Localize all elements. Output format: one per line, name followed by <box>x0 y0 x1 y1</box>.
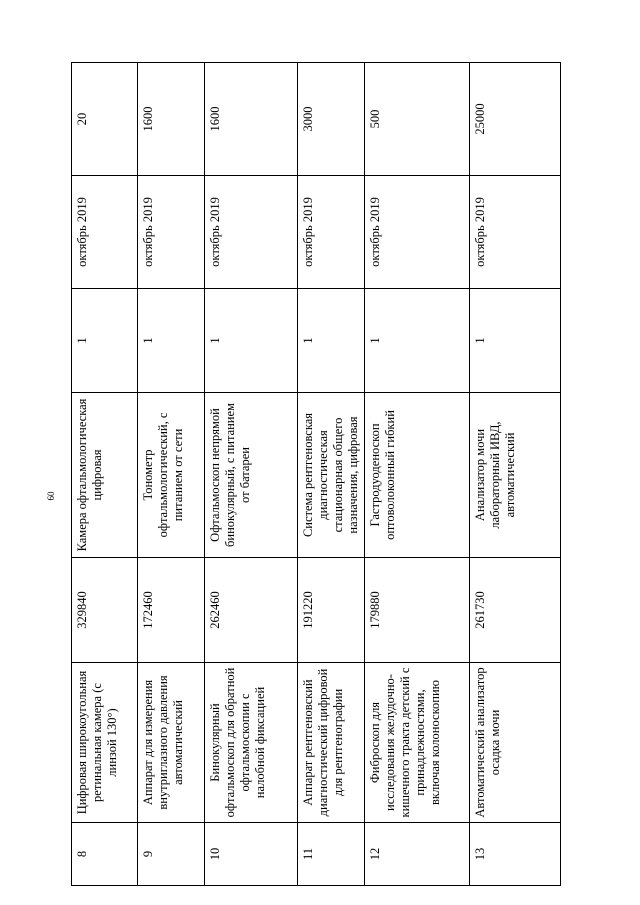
equipment-code: 261730 <box>470 558 561 663</box>
amount: 3000 <box>298 63 365 176</box>
equipment-type: Анализатор мочи лабораторный ИВД, автоматический <box>470 393 561 558</box>
equipment-type: Гастродуоденоскоп оптоволоконный гибкий <box>365 393 470 558</box>
delivery-date: октябрь 2019 <box>205 176 298 289</box>
equipment-name: Автоматический анализатор осадка мочи <box>470 663 561 823</box>
row-number: 13 <box>470 823 561 886</box>
equipment-name: Бинокулярный офтальмоскоп для обратной офтальмоскопии с налобной фиксацией <box>205 663 298 823</box>
row-number: 8 <box>72 823 138 886</box>
quantity: 1 <box>138 289 205 393</box>
quantity: 1 <box>365 289 470 393</box>
equipment-name: Фиброскоп для исследования желудочно-кишечного тракта детский с принадлежностями, включая колоноскопию <box>365 663 470 823</box>
quantity: 1 <box>205 289 298 393</box>
amount: 1600 <box>205 63 298 176</box>
amount: 1600 <box>138 63 205 176</box>
quantity: 1 <box>470 289 561 393</box>
equipment-code: 329840 <box>72 558 138 663</box>
delivery-date: октябрь 2019 <box>138 176 205 289</box>
equipment-type: Камера офтальмологическая цифровая <box>72 393 138 558</box>
table-row <box>205 63 298 886</box>
equipment-code: 191220 <box>298 558 365 663</box>
equipment-name: Цифровая широкоугольная ретинальная камера (с линзой 130°) <box>72 663 138 823</box>
delivery-date: октябрь 2019 <box>298 176 365 289</box>
table-row <box>72 63 138 886</box>
equipment-type: Тонометр офтальмологический, с питанием от сети <box>138 393 205 558</box>
amount: 500 <box>365 63 470 176</box>
delivery-date: октябрь 2019 <box>470 176 561 289</box>
page-number: 60 <box>46 491 56 501</box>
row-number: 11 <box>298 823 365 886</box>
equipment-table <box>71 62 561 886</box>
delivery-date: октябрь 2019 <box>72 176 138 289</box>
equipment-name: Аппарат рентгеновский диагностический цифровой для рентгенографии <box>298 663 365 823</box>
equipment-code: 179880 <box>365 558 470 663</box>
table-row <box>470 63 561 886</box>
delivery-date: октябрь 2019 <box>365 176 470 289</box>
row-number: 9 <box>138 823 205 886</box>
table-row <box>365 63 470 886</box>
amount: 20 <box>72 63 138 176</box>
quantity: 1 <box>298 289 365 393</box>
equipment-type: Система рентгеновская диагностическая стационарная общего назначения, цифровая <box>298 393 365 558</box>
equipment-type: Офтальмоскоп непрямой бинокулярный, с питанием от батареи <box>205 393 298 558</box>
row-number: 12 <box>365 823 470 886</box>
equipment-code: 172460 <box>138 558 205 663</box>
equipment-name: Аппарат для измерения внутриглазного давления автоматический <box>138 663 205 823</box>
table-row <box>138 63 205 886</box>
quantity: 1 <box>72 289 138 393</box>
equipment-table-container <box>71 63 560 886</box>
amount: 25000 <box>470 63 561 176</box>
table-row <box>298 63 365 886</box>
row-number: 10 <box>205 823 298 886</box>
equipment-code: 262460 <box>205 558 298 663</box>
